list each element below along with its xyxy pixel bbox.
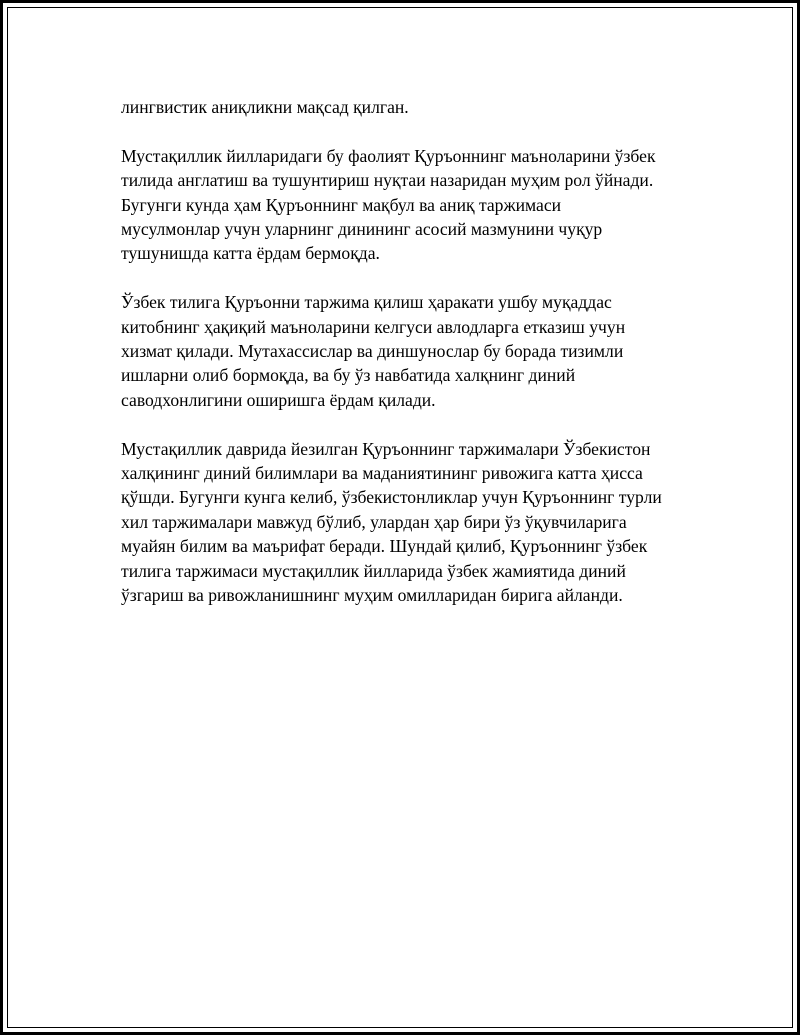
text-line: муайян билим ва маърифат беради. Шундай қилиб, Қуръоннинг ўзбек (121, 536, 648, 557)
paragraph-1 (121, 95, 701, 119)
text-line: қўшди. Бугунги кунга келиб, ўзбекистонликлар учун Қуръоннинг турли (121, 487, 662, 508)
text-line: Бугунги кунда ҳам Қуръоннинг мақбул ва аниқ таржимаси (121, 194, 562, 215)
paragraph-4 (121, 437, 701, 608)
text-line: тилида англатиш ва тушунтириш нуқтаи назаридан муҳим рол ўйнади. (121, 170, 654, 191)
text-line: Мустақиллик йилларидаги бу фаолият Қуръоннинг маъноларини ўзбек (121, 145, 656, 166)
text-line: Мустақиллик даврида йезилган Қуръоннинг таржималари Ўзбекистон (121, 438, 651, 459)
paragraph-2 (121, 144, 701, 266)
text-line: ўзгариш ва ривожланишнинг муҳим омилларидан бирига айланди. (121, 585, 623, 606)
text-line: Ўзбек тилига Қуръонни таржима қилиш ҳаракати ушбу муқаддас (121, 292, 612, 313)
text-line: лингвистик аниқликни мақсад қилган. (121, 97, 409, 117)
document-body (121, 95, 701, 632)
paragraph-3 (121, 290, 701, 412)
text-line: мусулмонлар учун уларнинг динининг асосий мазмунини чуқур (121, 219, 603, 240)
text-line: тилига таржимаси мустақиллик йилларида ўзбек жамиятида диний (121, 560, 626, 581)
text-line: тушунишда катта ёрдам бермоқда. (121, 243, 380, 264)
text-line: саводхонлигини оширишга ёрдам қилади. (121, 389, 436, 410)
text-line: ишларни олиб бормоқда, ва бу ўз навбатида халқнинг диний (121, 365, 576, 386)
text-line: халқининг диний билимлари ва маданиятининг ривожига катта ҳисса (121, 463, 643, 484)
text-line: хизмат қилади. Мутахассислар ва диншунослар бу борада тизимли (121, 341, 624, 362)
text-line: хил таржималари мавжуд бўлиб, улардан ҳар бири ўз ўқувчиларига (121, 511, 627, 532)
text-line: китобнинг ҳақиқий маъноларини келгуси авлодларга етказиш учун (121, 316, 626, 337)
